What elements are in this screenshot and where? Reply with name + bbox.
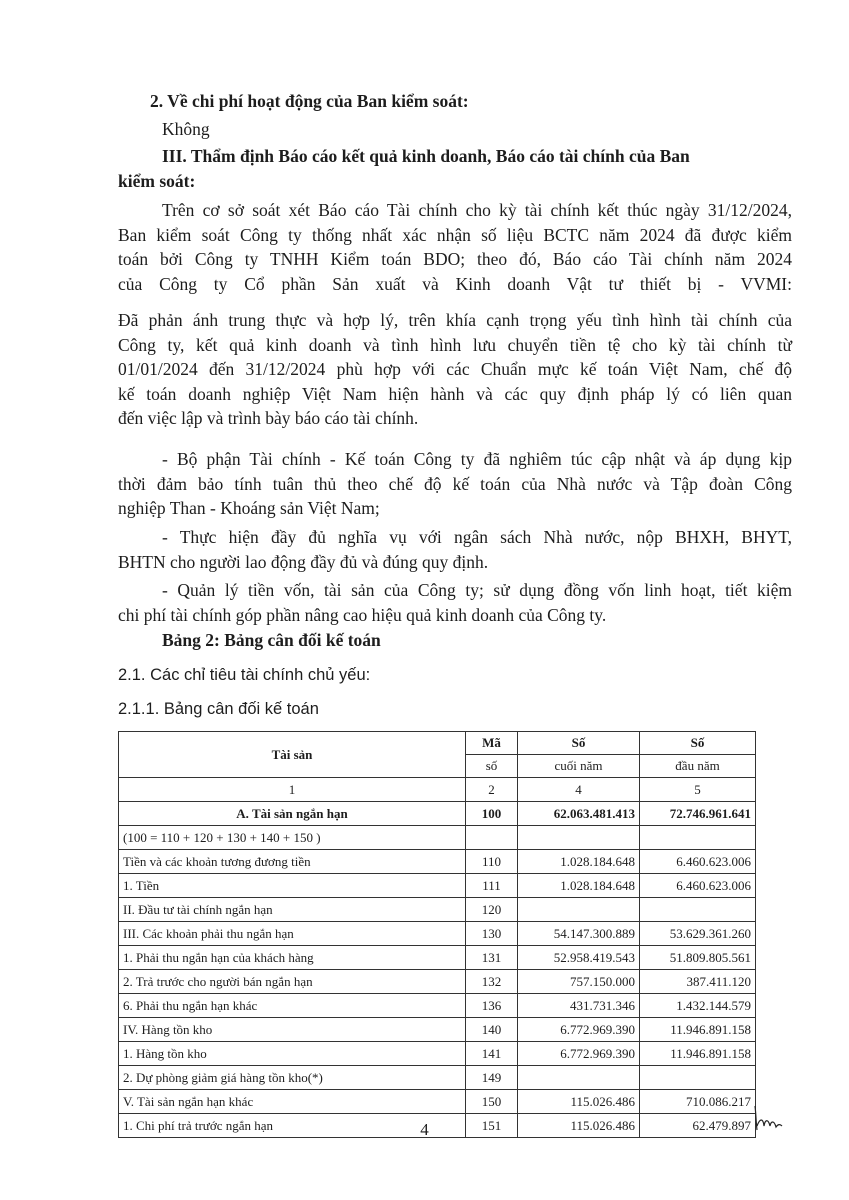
- header-code-bottom: số: [466, 755, 518, 778]
- row-code: 149: [466, 1066, 518, 1090]
- page-number: 4: [420, 1120, 429, 1139]
- section-2-heading: 2. Về chi phí hoạt động của Ban kiểm soát:: [150, 91, 469, 111]
- row-code: 110: [466, 850, 518, 874]
- header-start-bottom: đầu năm: [640, 755, 756, 778]
- row-end-value: 62.063.481.413: [518, 802, 640, 826]
- row-end-value: [518, 1066, 640, 1090]
- table-row: [119, 970, 756, 994]
- header-code-top: Mã: [466, 732, 518, 755]
- row-start-value: 6.460.623.006: [640, 874, 756, 898]
- table-row: [119, 946, 756, 970]
- row-end-value: 6.772.969.390: [518, 1018, 640, 1042]
- row-code: 120: [466, 898, 518, 922]
- row-start-value: 6.460.623.006: [640, 850, 756, 874]
- section-3-heading-line-1: III. Thẩm định Báo cáo kết quả kinh doanh, Báo cáo tài chính của Ban: [162, 146, 690, 166]
- para2-line: 01/01/2024 đến 31/12/2024 phù hợp với các Chuẩn mực kế toán Việt Nam, chế độ: [118, 359, 792, 379]
- sub-heading-balance-sheet: 2.1.1. Bảng cân đối kế toán: [118, 700, 319, 718]
- bullet-obligations: [118, 525, 792, 574]
- paragraph-audit-confirmation: [118, 198, 792, 296]
- para1-line: Trên cơ sở soát xét Báo cáo Tài chính cho kỳ tài chính kết thúc ngày 31/12/2024,: [162, 200, 792, 220]
- row-end-value: 115.026.486: [518, 1090, 640, 1114]
- para2-line: Đã phản ánh trung thực và hợp lý, trên khía cạnh trọng yếu tình hình tài chính của: [118, 310, 792, 330]
- table-row: [119, 922, 756, 946]
- para2-line: Công ty, kết quả kinh doanh và tình hình lưu chuyển tiền tệ cho kỳ tài chính từ: [118, 334, 792, 355]
- index-cell: 4: [518, 778, 640, 802]
- row-code: 136: [466, 994, 518, 1018]
- row-label: IV. Hàng tồn kho: [119, 1018, 466, 1042]
- header-end-top: Số: [518, 732, 640, 755]
- row-end-value: 54.147.300.889: [518, 922, 640, 946]
- table-header-row: [119, 732, 756, 755]
- row-label: 1. Phải thu ngắn hạn của khách hàng: [119, 946, 466, 970]
- row-label: Tiền và các khoản tương đương tiền: [119, 850, 466, 874]
- table-row: [119, 850, 756, 874]
- bullet-capital-management: [118, 578, 792, 627]
- row-start-value: 72.746.961.641: [640, 802, 756, 826]
- row-code: 131: [466, 946, 518, 970]
- row-code: 141: [466, 1042, 518, 1066]
- para2-line: kế toán doanh nghiệp Việt Nam hiện hành và các quy định pháp lý có liên quan: [118, 383, 792, 404]
- row-label: 2. Dự phòng giảm giá hàng tồn kho(*): [119, 1066, 466, 1090]
- row-code: 132: [466, 970, 518, 994]
- section-3-heading: [118, 144, 792, 193]
- row-label: A. Tài sản ngắn hạn: [119, 802, 466, 826]
- table-caption: Bảng 2: Bảng cân đối kế toán: [162, 630, 381, 650]
- bullet1-line: - Bộ phận Tài chính - Kế toán Công ty đã nghiêm túc cập nhật và áp dụng kịp: [162, 449, 792, 469]
- table-row: [119, 826, 756, 850]
- row-end-value: [518, 826, 640, 850]
- para1-line: của Công ty Cổ phần Sản xuất và Kinh doanh Vật tư thiết bị - VVMI:: [118, 273, 792, 294]
- para2-line: đến việc lập và trình bày báo cáo tài chính.: [118, 408, 419, 428]
- index-cell: 5: [640, 778, 756, 802]
- section-2-text: Không: [162, 119, 210, 139]
- bullet1-line: nghiệp Than - Khoáng sản Việt Nam;: [118, 498, 380, 518]
- row-code: 140: [466, 1018, 518, 1042]
- row-end-value: 757.150.000: [518, 970, 640, 994]
- row-end-value: 1.028.184.648: [518, 874, 640, 898]
- table-row: [119, 802, 756, 826]
- row-code: 130: [466, 922, 518, 946]
- header-assets: Tài sản: [119, 732, 466, 778]
- row-code: 150: [466, 1090, 518, 1114]
- table-row: [119, 1090, 756, 1114]
- row-end-value: 6.772.969.390: [518, 1042, 640, 1066]
- table-row: [119, 1066, 756, 1090]
- paragraph-fair-presentation: [118, 308, 792, 431]
- table-row: [119, 1042, 756, 1066]
- bullet2-line: - Thực hiện đầy đủ nghĩa vụ với ngân sách Nhà nước, nộp BHXH, BHYT,: [162, 527, 792, 547]
- row-start-value: 11.946.891.158: [640, 1018, 756, 1042]
- row-end-value: 1.028.184.648: [518, 850, 640, 874]
- row-label: 6. Phải thu ngắn hạn khác: [119, 994, 466, 1018]
- row-end-value: [518, 898, 640, 922]
- bullet-accounting-compliance: [118, 447, 792, 521]
- index-cell: 1: [119, 778, 466, 802]
- bullet1-line: thời đảm bảo tính tuân thủ theo chế độ kế toán của Nhà nước và Tập đoàn Công: [118, 473, 792, 494]
- row-end-value: 431.731.346: [518, 994, 640, 1018]
- row-end-value: 52.958.419.543: [518, 946, 640, 970]
- row-end-value: 115.026.486: [518, 1114, 640, 1138]
- row-label: 1. Tiền: [119, 874, 466, 898]
- row-start-value: 51.809.805.561: [640, 946, 756, 970]
- row-label: 1. Hàng tồn kho: [119, 1042, 466, 1066]
- row-start-value: 710.086.217: [640, 1090, 756, 1114]
- sub-heading-key-indicators: 2.1. Các chỉ tiêu tài chính chủ yếu:: [118, 666, 371, 684]
- header-start-top: Số: [640, 732, 756, 755]
- header-end-bottom: cuối năm: [518, 755, 640, 778]
- row-code: 100: [466, 802, 518, 826]
- row-label: V. Tài sản ngắn hạn khác: [119, 1090, 466, 1114]
- bullet2-line: BHTN cho người lao động đầy đủ và đúng quy định.: [118, 551, 489, 572]
- index-cell: 2: [466, 778, 518, 802]
- section-3-heading-line-2: kiểm soát:: [118, 170, 196, 191]
- row-label: III. Các khoản phải thu ngắn hạn: [119, 922, 466, 946]
- row-start-value: 11.946.891.158: [640, 1042, 756, 1066]
- row-start-value: [640, 1066, 756, 1090]
- table-row: [119, 898, 756, 922]
- row-start-value: 1.432.144.579: [640, 994, 756, 1018]
- row-code: [466, 826, 518, 850]
- row-start-value: [640, 826, 756, 850]
- row-label: II. Đầu tư tài chính ngắn hạn: [119, 898, 466, 922]
- row-start-value: 53.629.361.260: [640, 922, 756, 946]
- bullet3-line: chi phí tài chính góp phần nâng cao hiệu quả kinh doanh của Công ty.: [118, 604, 607, 625]
- para1-line: Ban kiểm soát Công ty thống nhất xác nhận số liệu BCTC năm 2024 đã được kiểm: [118, 224, 792, 245]
- row-start-value: 387.411.120: [640, 970, 756, 994]
- row-label: 2. Trả trước cho người bán ngắn hạn: [119, 970, 466, 994]
- row-code: 111: [466, 874, 518, 898]
- balance-sheet-table: [118, 731, 756, 1138]
- table-row: [119, 874, 756, 898]
- table-row: [119, 994, 756, 1018]
- table-row: [119, 1018, 756, 1042]
- table-index-row: [119, 778, 756, 802]
- row-start-value: 62.479.897: [640, 1114, 756, 1138]
- row-start-value: [640, 898, 756, 922]
- row-label: 1. Chi phí trả trước ngắn hạn: [119, 1114, 466, 1138]
- row-code: 151: [466, 1114, 518, 1138]
- bullet3-line: - Quản lý tiền vốn, tài sản của Công ty; sử dụng đồng vốn linh hoạt, tiết kiệm: [162, 580, 792, 600]
- para1-line: toán bởi Công ty TNHH Kiểm toán BDO; theo đó, Báo cáo Tài chính năm 2024: [118, 249, 792, 269]
- row-label: (100 = 110 + 120 + 130 + 140 + 150 ): [119, 826, 466, 850]
